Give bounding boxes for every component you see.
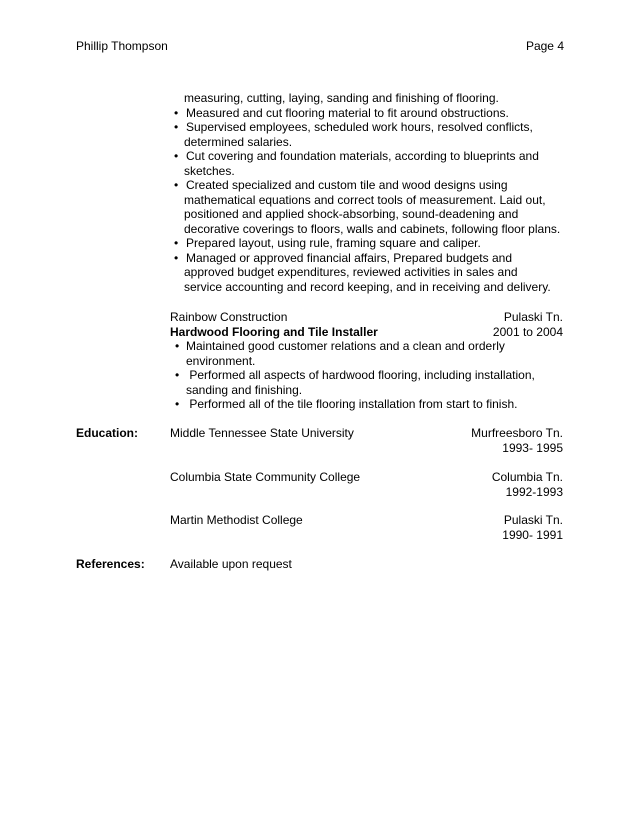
continued-bullet bbox=[174, 149, 574, 178]
job-bullet bbox=[170, 397, 570, 412]
continued-bullet bbox=[174, 120, 574, 149]
bullet-icon: • bbox=[175, 368, 180, 382]
school-location: Murfreesboro Tn. bbox=[471, 426, 563, 440]
bullet-icon: • bbox=[174, 250, 179, 265]
continued-bullet bbox=[174, 251, 574, 295]
school-name: Middle Tennessee State University bbox=[170, 426, 354, 440]
bullet-line: Measured and cut flooring material to fit around obstructions. bbox=[186, 105, 509, 120]
bullet-line: Created specialized and custom tile and wood designs using bbox=[186, 178, 508, 192]
bullet-icon: • bbox=[174, 105, 179, 120]
bullet-line: Maintained good customer relations and a clean and orderly bbox=[186, 339, 505, 353]
continued-first-line: measuring, cutting, laying, sanding and finishing of flooring. bbox=[184, 91, 499, 105]
bullet-line: decorative coverings to floors, walls and cabinets, following floor plans. bbox=[184, 221, 561, 236]
job-header-row bbox=[170, 310, 563, 325]
school-name: Columbia State Community College bbox=[170, 470, 361, 484]
bullet-icon: • bbox=[174, 149, 179, 163]
job-title-row bbox=[170, 325, 563, 340]
continued-bullet-list bbox=[174, 106, 574, 295]
school-location: Pulaski Tn. bbox=[503, 513, 563, 527]
page-number: Page 4 bbox=[525, 39, 564, 53]
continued-bullet bbox=[174, 236, 574, 251]
school-name: Martin Methodist College bbox=[170, 513, 303, 527]
bullet-line: Prepared layout, using rule, framing square and caliper. bbox=[186, 236, 481, 250]
bullet-line: Cut covering and foundation materials, according to blueprints and bbox=[186, 149, 539, 163]
bullet-line: Supervised employees, scheduled work hours, resolved conflicts, bbox=[186, 120, 533, 134]
bullet-line: environment. bbox=[186, 353, 256, 368]
job-bullet bbox=[170, 339, 570, 368]
school-location-years bbox=[502, 513, 563, 542]
bullet-line: Performed all of the tile flooring installation from start to finish. bbox=[186, 397, 518, 411]
bullet-icon: • bbox=[175, 339, 180, 353]
continued-duties bbox=[174, 91, 574, 294]
school-years: 1993- 1995 bbox=[502, 440, 563, 455]
school-location-years bbox=[492, 470, 563, 499]
job-company: Rainbow Construction bbox=[170, 310, 288, 324]
bullet-line: Performed all aspects of hardwood flooring, including installation, bbox=[186, 368, 535, 382]
bullet-line: approved budget expenditures, reviewed activities in sales and bbox=[184, 265, 518, 279]
bullet-line: sketches. bbox=[184, 163, 235, 178]
references-label: References: bbox=[76, 557, 145, 571]
school-years: 1990- 1991 bbox=[502, 527, 563, 542]
bullet-line: Managed or approved financial affairs, Prepared budgets and bbox=[186, 250, 512, 265]
job-bullet bbox=[170, 368, 570, 397]
job-dates: 2001 to 2004 bbox=[492, 325, 563, 339]
references-text: Available upon request bbox=[170, 557, 292, 571]
continued-bullet bbox=[174, 178, 574, 236]
continued-bullet bbox=[174, 106, 574, 121]
education-label: Education: bbox=[76, 426, 138, 440]
school-location-years bbox=[471, 426, 563, 455]
bullet-line: mathematical equations and correct tools of measurement. Laid out, bbox=[184, 192, 546, 207]
bullet-line: determined salaries. bbox=[184, 134, 293, 149]
school-location: Columbia Tn. bbox=[491, 470, 563, 484]
bullet-icon: • bbox=[175, 397, 180, 411]
header-name: Phillip Thompson bbox=[76, 39, 168, 53]
job-bullet-list bbox=[170, 339, 570, 412]
bullet-icon: • bbox=[174, 178, 179, 192]
bullet-icon: • bbox=[174, 236, 179, 250]
bullet-icon: • bbox=[174, 120, 179, 134]
school-years: 1992-1993 bbox=[505, 484, 563, 499]
bullet-line: service accounting and record keeping, and in receiving and delivery. bbox=[184, 279, 551, 294]
bullet-line: positioned and applied shock-absorbing, sound-deadening and bbox=[184, 207, 519, 221]
bullet-line: sanding and finishing. bbox=[186, 382, 303, 397]
job-location: Pulaski Tn. bbox=[503, 310, 563, 324]
job-title: Hardwood Flooring and Tile Installer bbox=[170, 325, 378, 339]
